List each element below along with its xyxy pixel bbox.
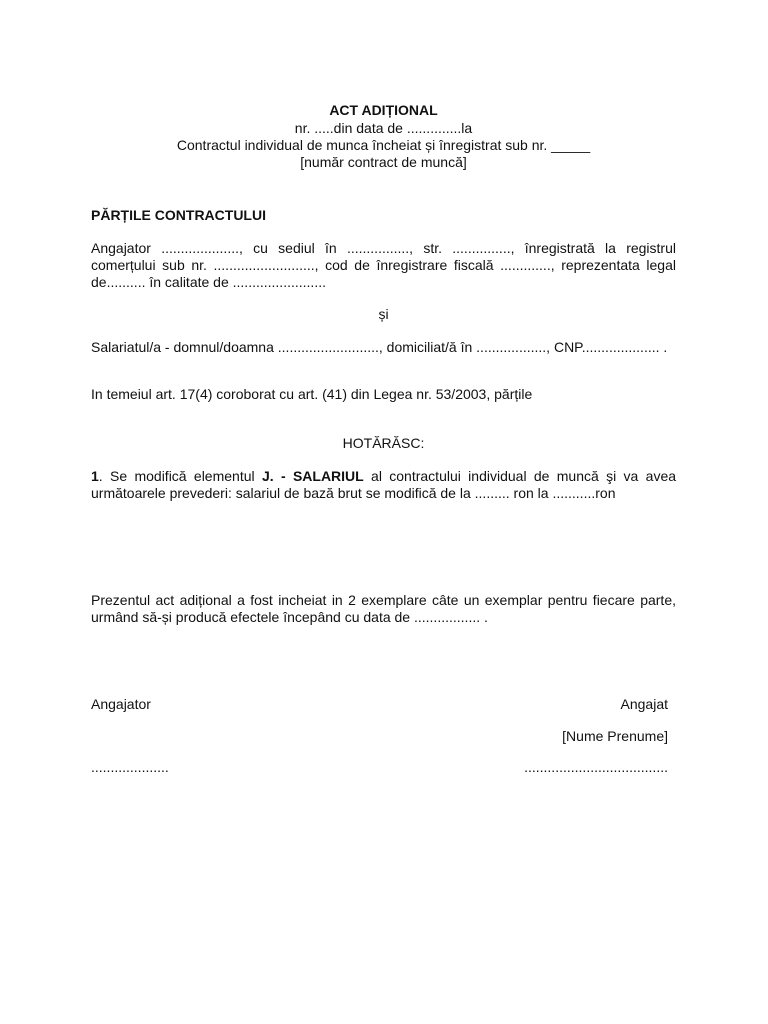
closing-paragraph: Prezentul act adițional a fost incheiat in 2 exemplare câte un exemplar pentru fiecare parte, urmând să-și producă efectele începând cu data de ................. . [91, 592, 676, 625]
contract-number-placeholder: [număr contract de muncă] [300, 154, 467, 170]
clause-text-end: al contractului individual de muncă şi va avea următoarele prevederi: salariul de bază brut se modifică de la ......... ron la ...........ron [91, 468, 677, 501]
employee-signature-line: ..................................... [524, 759, 668, 775]
signature-labels-row [91, 696, 676, 714]
legal-basis-paragraph: In temeiul art. 17(4) coroborat cu art. (41) din Legea nr. 53/2003, părțile [91, 386, 533, 402]
signature-lines-row [91, 759, 676, 777]
document-title: ACT ADIȚIONAL [329, 102, 438, 118]
employer-paragraph: Angajator ...................., cu sediul în ................, str. ..............., înregistrată la registrul comerțului sub nr. .........................., cod de înregistrare fiscală ............., reprezentata legal de.......... în calitate de ........................ [91, 240, 676, 290]
employee-signature-label: Angajat [620, 696, 668, 712]
contract-reference-line: Contractul individual de munca încheiat și înregistrat sub nr. _____ [176, 137, 591, 153]
employer-signature-label: Angajator [91, 696, 151, 712]
clause-number: 1 [91, 468, 99, 484]
act-number-line: nr. .....din data de ..............la [294, 120, 473, 136]
employee-paragraph: Salariatul/a - domnul/doamna .........................., domiciliat/ă în .................., CNP.................... . [91, 339, 668, 355]
document-page [91, 100, 676, 777]
clause-element-name: J. - SALARIUL [261, 468, 364, 484]
parties-heading: PĂRȚILE CONTRACTULUI [91, 207, 266, 223]
clause-1-paragraph [91, 468, 676, 502]
employer-signature-line: .................... [91, 759, 169, 775]
employee-name-placeholder: [Nume Prenume] [562, 728, 668, 744]
decision-heading: HOTĂRĂSC: [342, 435, 425, 451]
conjunction-and: și [378, 306, 389, 322]
employee-name-row [91, 728, 676, 746]
clause-text-start: . Se modifică elementul [98, 468, 262, 484]
